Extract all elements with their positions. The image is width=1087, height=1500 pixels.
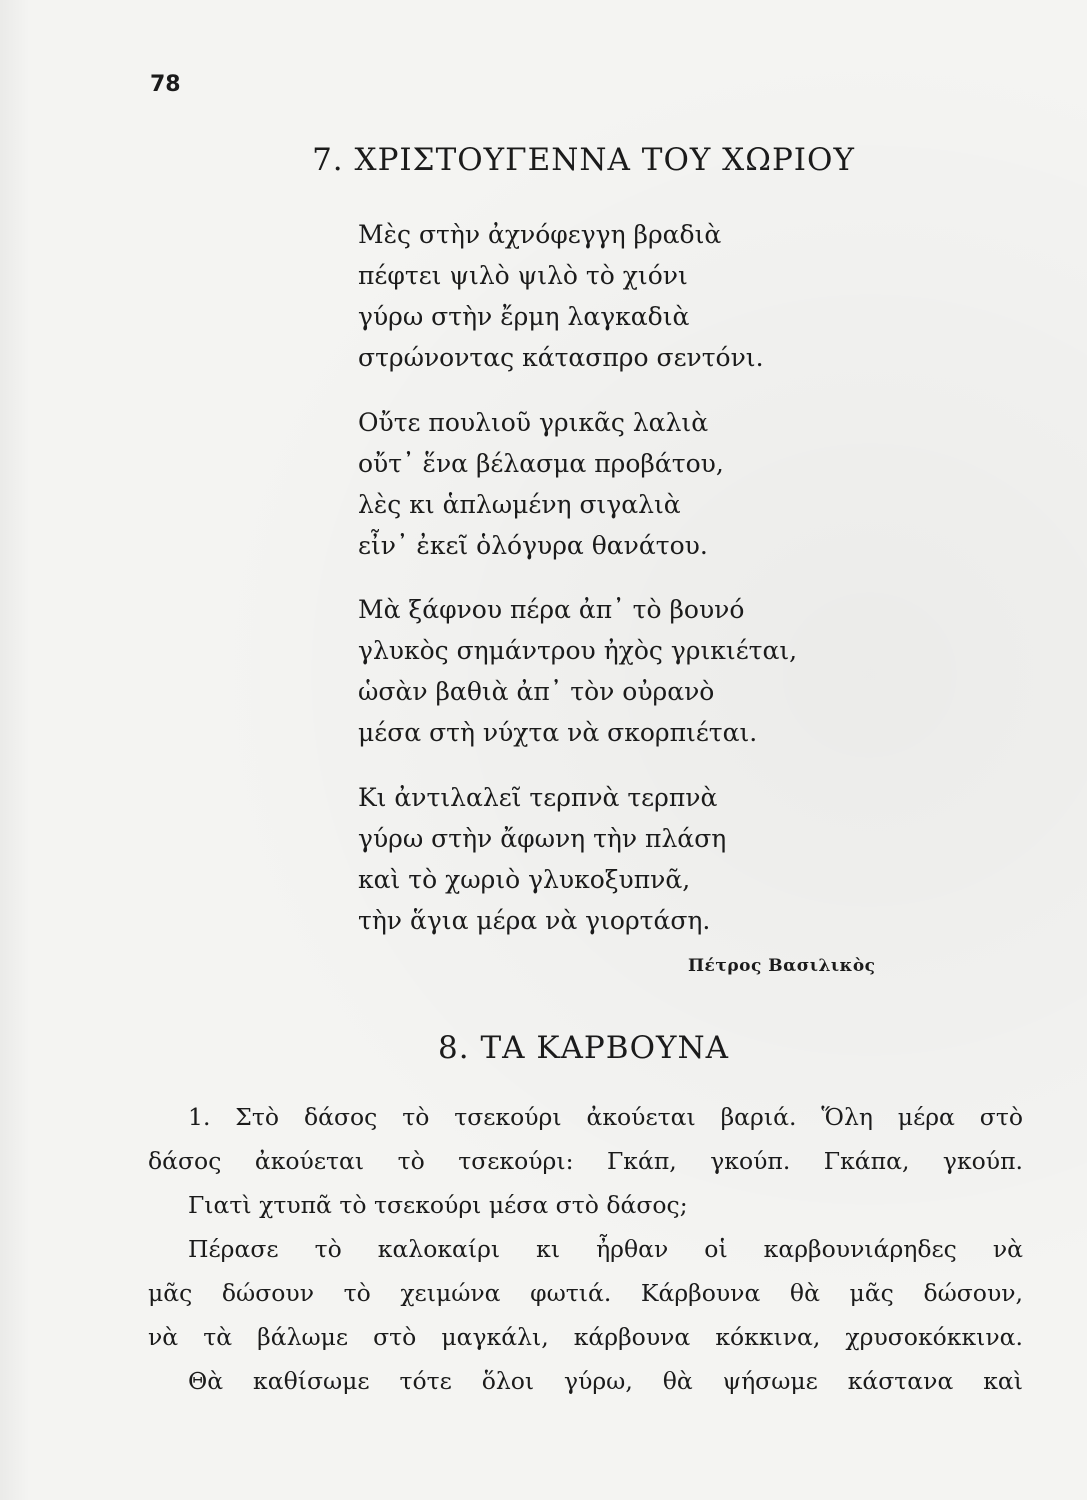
prose-line: Πέρασε τὸ καλοκαίρι κι ἦρθαν οἱ καρβουνιάρηδες νὰ: [188, 1235, 1023, 1263]
poem-line: καὶ τὸ χωριὸ γλυκοξυπνᾶ,: [358, 865, 691, 894]
prose-line: μᾶς δώσουν τὸ χειμώνα φωτιά. Κάρβουνα θὰ μᾶς δώσουν,: [148, 1279, 1023, 1307]
poem-line: Μὲς στὴν ἀχνόφεγγη βραδιὰ: [358, 220, 722, 249]
poem-line: Οὔτε πουλιοῦ γρικᾶς λαλιὰ: [358, 408, 709, 437]
poem-line: τὴν ἅγια μέρα νὰ γιορτάση.: [358, 906, 711, 935]
poem-line: λὲς κι ἁπλωμένη σιγαλιὰ: [358, 490, 681, 519]
poem-line: γύρω στὴν ἔρμη λαγκαδιὰ: [358, 302, 690, 331]
prose-line: Γιατὶ χτυπᾶ τὸ τσεκούρι μέσα στὸ δάσος;: [188, 1191, 688, 1219]
page-number: 78: [150, 72, 181, 97]
prose-line: δάσος ἀκούεται τὸ τσεκούρι: Γκάπ, γκούπ. Γκάπα, γκούπ.: [148, 1147, 1023, 1175]
poem-line: γύρω στὴν ἄφωνη τὴν πλάση: [358, 824, 727, 853]
poem-author: Πέτρος Βασιλικὸς: [688, 956, 876, 976]
prose-title: 8. ΤΑ ΚΑΡΒΟΥΝΑ: [438, 1030, 729, 1066]
poem-line: πέφτει ψιλὸ ψιλὸ τὸ χιόνι: [358, 261, 688, 290]
poem-line: Κι ἀντιλαλεῖ τερπνὰ τερπνὰ: [358, 783, 718, 812]
prose-line: Θὰ καθίσωμε τότε ὅλοι γύρω, θὰ ψήσωμε κάστανα καὶ: [188, 1367, 1023, 1395]
poem-line: οὔτ᾽ ἕνα βέλασμα προβάτου,: [358, 449, 724, 478]
poem-line: εἶν᾽ ἐκεῖ ὁλόγυρα θανάτου.: [358, 531, 708, 560]
poem-line: ὡσὰν βαθιὰ ἀπ᾽ τὸν οὐρανὸ: [358, 677, 715, 706]
poem-line: μέσα στὴ νύχτα νὰ σκορπιέται.: [358, 718, 758, 747]
poem-line: Μὰ ξάφνου πέρα ἀπ᾽ τὸ βουνό: [358, 595, 745, 624]
prose-line: 1. Στὸ δάσος τὸ τσεκούρι ἀκούεται βαριά. Ὅλη μέρα στὸ: [188, 1103, 1023, 1131]
prose-line: νὰ τὰ βάλωμε στὸ μαγκάλι, κάρβουνα κόκκινα, χρυσοκόκκινα.: [148, 1323, 1023, 1351]
poem-title: 7. ΧΡΙΣΤΟΥΓΕΝΝΑ ΤΟΥ ΧΩΡΙΟΥ: [312, 142, 855, 178]
poem-line: γλυκὸς σημάντρου ἠχὸς γρικιέται,: [358, 636, 798, 665]
poem-line: στρώνοντας κάτασπρο σεντόνι.: [358, 343, 764, 372]
